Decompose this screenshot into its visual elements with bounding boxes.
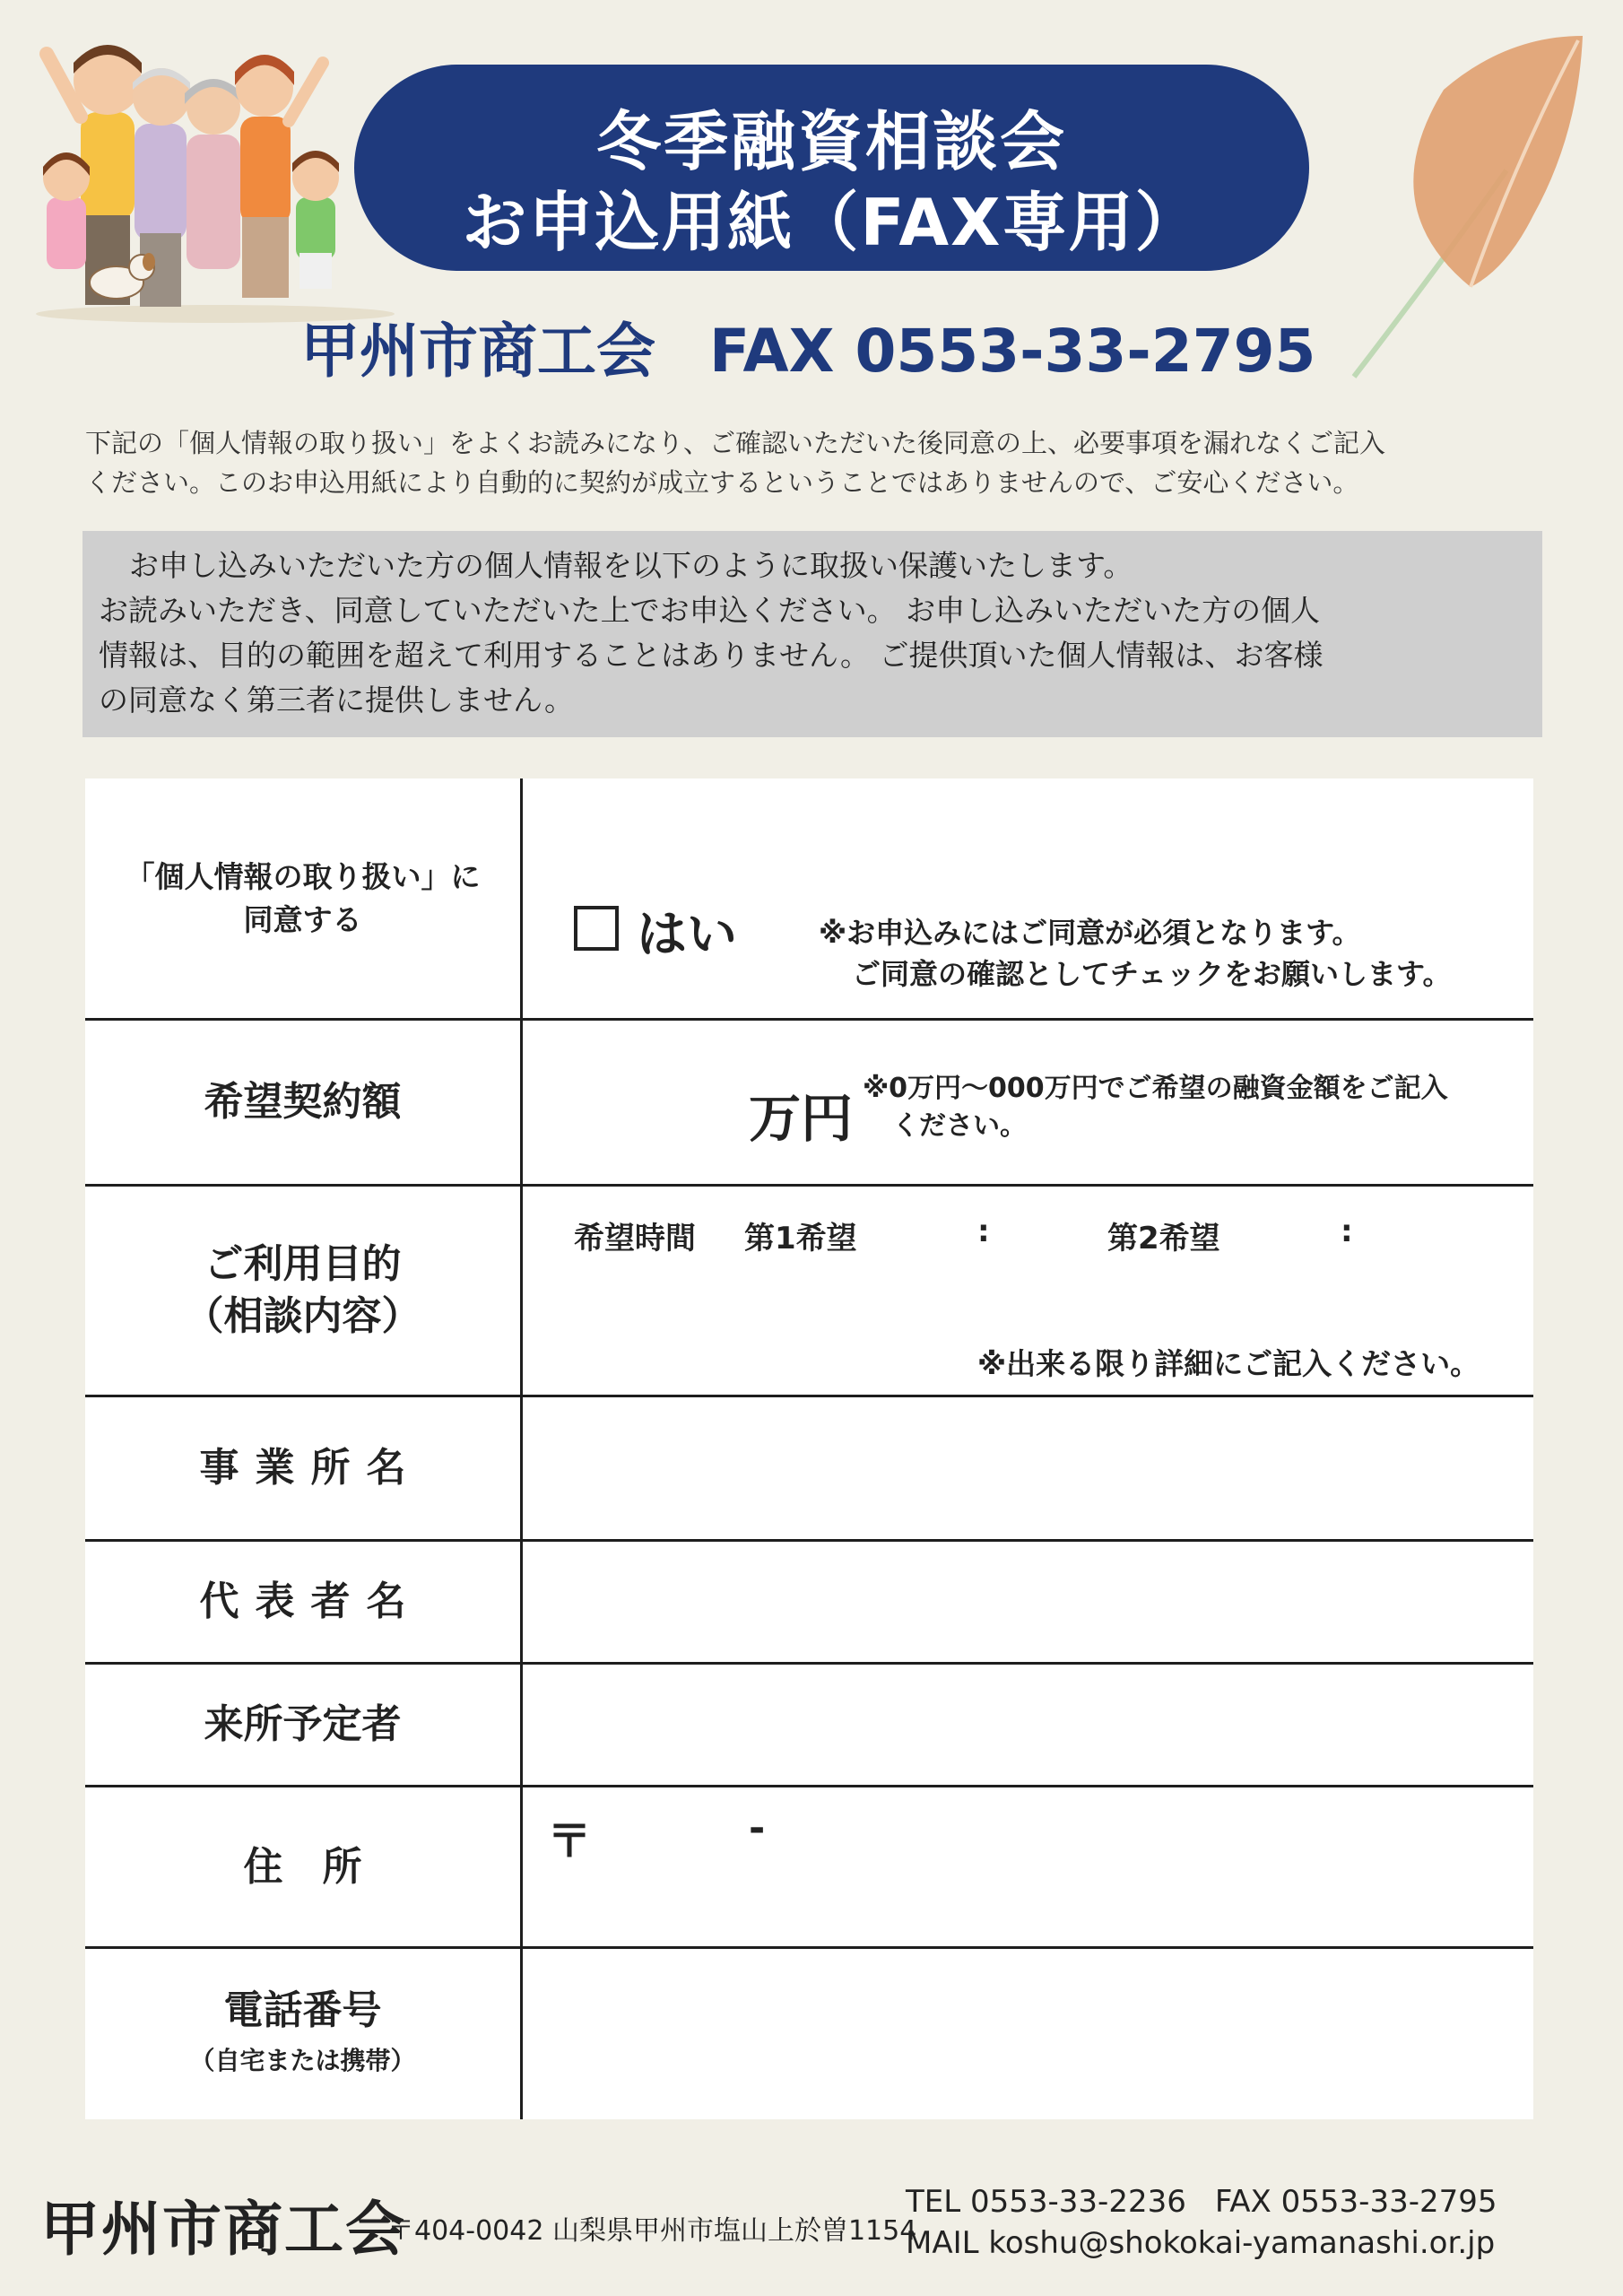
visitor-label: 来所予定者 — [204, 1701, 402, 1747]
amount-unit: 万円 — [749, 1088, 854, 1149]
intro-line: 下記の「個人情報の取り扱い」をよくお読みになり、ご確認いただいた後同意の上、必要事項を漏れなくご記入 — [85, 428, 1386, 458]
business-name-label — [85, 1397, 520, 1539]
representative-label-text: 代表者名 — [199, 1578, 422, 1624]
purpose-label-line1: ご利用目的 — [204, 1241, 402, 1287]
header-fax-number: FAX 0553-33-2795 — [709, 317, 1316, 386]
consent-label — [85, 778, 520, 1018]
privacy-line: お読みいただき、同意していただいた上でお申込ください。 お申し込みいただいた方の個人 — [99, 593, 1321, 628]
phone-label-text: 電話番号 — [223, 1987, 382, 2033]
business-name-field[interactable] — [525, 1397, 1533, 1539]
first-choice-label: 第1希望 — [744, 1221, 857, 1257]
consent-note-line2: ご同意の確認としてチェックをお願いします。 — [852, 957, 1452, 991]
consent-checkbox-label: はい — [637, 906, 737, 964]
column-divider — [520, 778, 523, 2119]
amount-note-line2: ください。 — [892, 1110, 1027, 1142]
first-choice-time-field[interactable]: : — [977, 1213, 990, 1249]
phone-field[interactable] — [525, 1949, 1533, 2119]
privacy-line: 情報は、目的の範囲を超えて利用することはありません。 ご提供頂いた個人情報は、お客様 — [99, 638, 1324, 673]
family-illustration-icon — [27, 18, 404, 327]
visitor-field[interactable] — [525, 1665, 1533, 1785]
second-choice-label: 第2希望 — [1107, 1221, 1220, 1257]
intro-line: ください。このお申込用紙により自動的に契約が成立するということではありませんので、ご安心ください。 — [85, 467, 1359, 498]
header-org-name: 甲州市商工会 — [300, 317, 655, 386]
consent-checkbox[interactable] — [574, 906, 619, 951]
amount-label: 希望契約額 — [204, 1079, 402, 1125]
header-contact — [300, 303, 1316, 388]
consent-label-line1: 「個人情報の取り扱い」に — [125, 858, 481, 894]
phone-label — [85, 1949, 520, 2119]
purpose-label — [85, 1187, 520, 1395]
footer-tel: TEL 0553-33-2236 — [906, 2184, 1186, 2220]
address-label: 住 所 — [243, 1843, 362, 1890]
purpose-note: ※出来る限り詳細にご記入ください。 — [977, 1346, 1480, 1381]
consent-label-line2: 同意する — [243, 901, 362, 937]
amount-note-line1: ※0万円〜000万円でご希望の融資金額をご記入 — [863, 1073, 1448, 1104]
application-form-table — [85, 778, 1533, 2119]
page-title-line1: 冬季融資相談会 — [595, 104, 1067, 179]
consent-note-line1: ※お申込みにはご同意が必須となります。 — [819, 916, 1361, 950]
title-banner — [354, 65, 1309, 271]
representative-label — [85, 1542, 520, 1662]
privacy-line: の同意なく第三者に提供しません。 — [99, 683, 574, 718]
privacy-notice — [82, 531, 1542, 737]
postal-mark: 〒 — [547, 1815, 592, 1867]
footer-fax: FAX 0553-33-2795 — [1214, 2184, 1497, 2220]
footer-address: 〒404-0042 山梨県甲州市塩山上於曽1154 — [387, 2215, 917, 2247]
footer-mail[interactable]: MAIL koshu@shokokai-yamanashi.or.jp — [906, 2225, 1496, 2261]
footer-org-name: 甲州市商工会 — [40, 2195, 406, 2264]
phone-sublabel: （自宅または携帯） — [189, 2046, 416, 2075]
privacy-line: お申し込みいただいた方の個人情報を以下のように取扱い保護いたします。 — [129, 548, 1133, 583]
footer-contact — [906, 2181, 1497, 2264]
purpose-label-line2: （相談内容） — [184, 1293, 421, 1339]
intro-text — [85, 423, 1538, 502]
postal-code-field[interactable]: - — [749, 1805, 766, 1851]
leaf-illustration-icon — [1336, 27, 1596, 386]
representative-field[interactable] — [525, 1542, 1533, 1662]
business-name-label-text: 事業所名 — [199, 1445, 422, 1491]
preferred-time-label: 希望時間 — [574, 1221, 696, 1257]
page-title-line2: お申込用紙（FAX専用） — [462, 185, 1202, 260]
second-choice-time-field[interactable]: : — [1341, 1213, 1353, 1249]
